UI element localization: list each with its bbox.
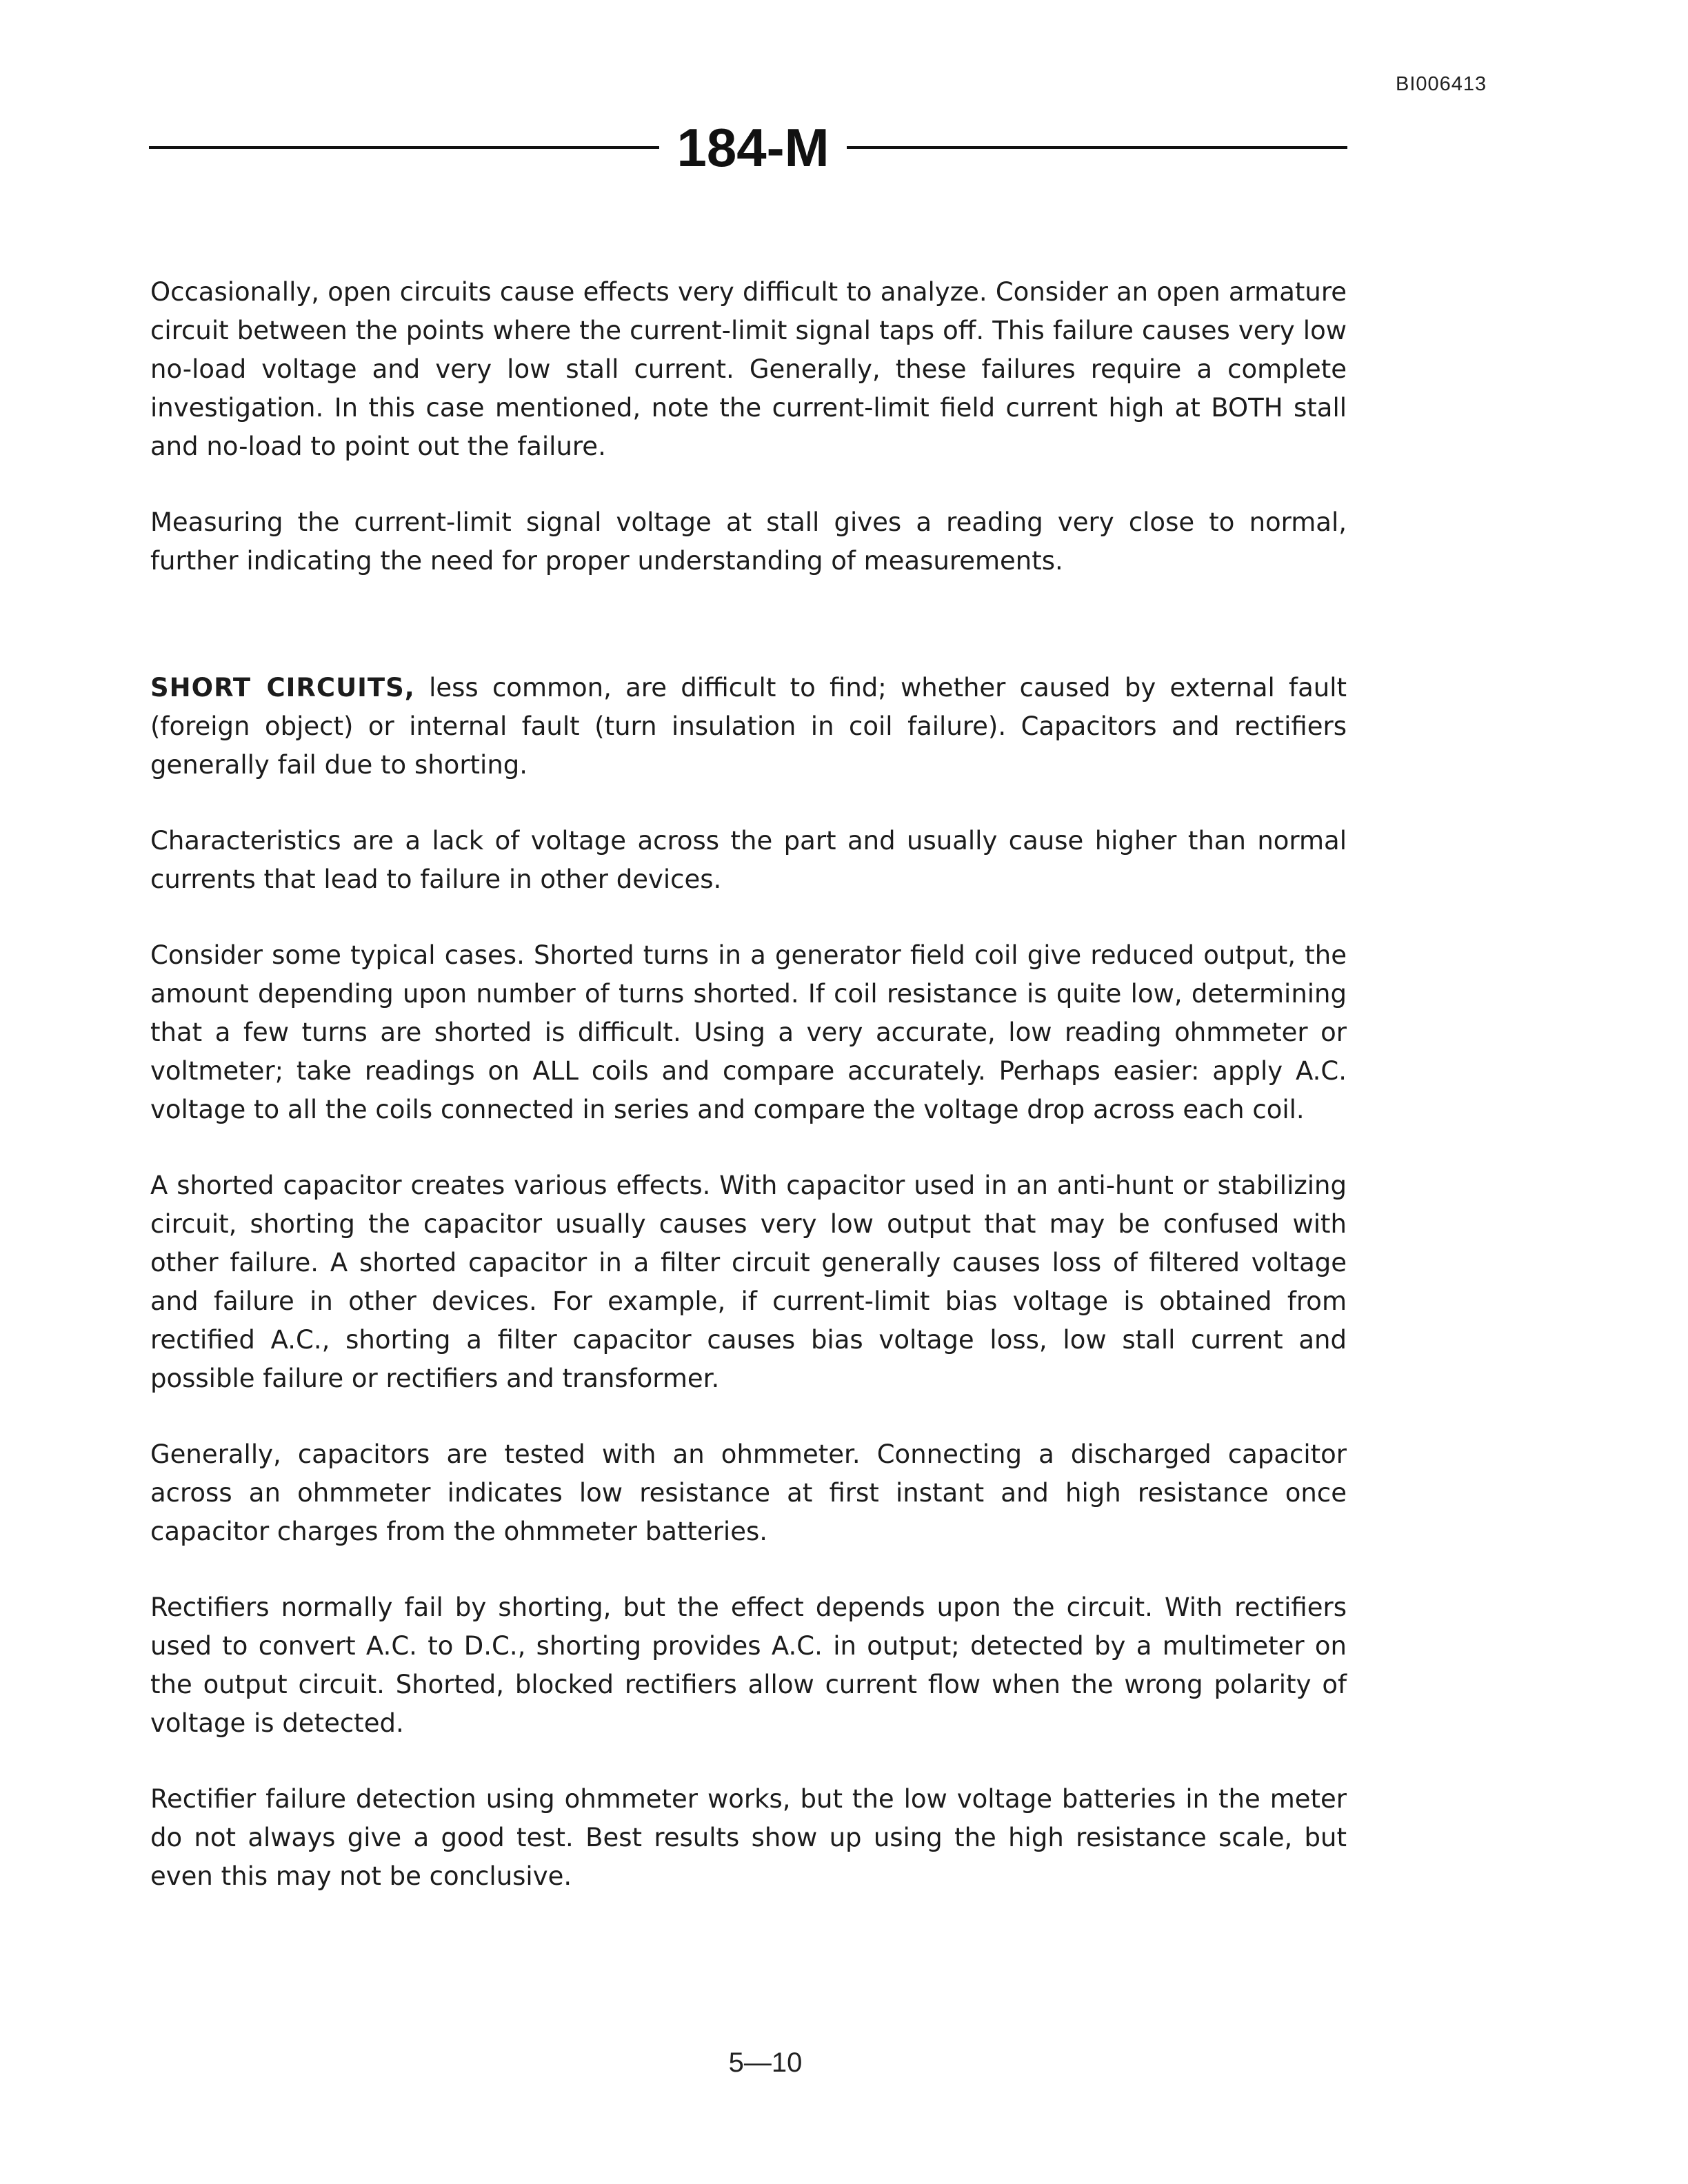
paragraph-open-circuits xyxy=(150,273,1347,466)
paragraph-text: Characteristics are a lack of voltage across the part and usually cause higher than normal currents that lead to failure in other devices. xyxy=(150,826,1347,894)
paragraph-text: Rectifiers normally fail by shorting, but the effect depends upon the circuit. With rectifiers used to convert A.C. to D.C., shorting provides A.C. in output; detected by a multimeter on the output circuit. Shorted, blocked rectifiers allow current flow when the wrong polarity of voltage is detected. xyxy=(150,1593,1347,1738)
body-text xyxy=(150,273,1347,1933)
paragraph-short-circuits xyxy=(150,669,1347,785)
paragraph-rectifier-detection xyxy=(150,1780,1347,1896)
paragraph-typical-cases xyxy=(150,936,1347,1129)
paragraph-text: A shorted capacitor creates various effects. With capacitor used in an anti-hunt or stabilizing circuit, shorting the capacitor usually causes very low output that may be confused with other failure. A shorted capacitor in a filter circuit generally causes loss of filtered voltage and failure in other devices. For example, if current-limit bias voltage is obtained from rectified A.C., shorting a filter capacitor causes bias voltage loss, low stall current and possible failure or rectifiers and transformer. xyxy=(150,1171,1347,1393)
paragraph-characteristics xyxy=(150,822,1347,899)
paragraph-text: less common, are difficult to find; whether caused by external fault (foreign object) or internal fault (turn insulation in coil failure). Capacitors and rectifiers generally fail due to shorting. xyxy=(150,673,1347,780)
paragraph-measuring xyxy=(150,503,1347,580)
paragraph-shorted-capacitor xyxy=(150,1166,1347,1398)
paragraph-text: Occasionally, open circuits cause effects very difficult to analyze. Consider an open armature circuit between the points where the current-limit signal taps off. This failure causes very low no-load voltage and very low stall current. Generally, these failures require a complete investigation. In this case mentioned, note the current-limit field current high at BOTH stall and no-load to point out the failure. xyxy=(150,277,1347,461)
paragraph-text: Measuring the current-limit signal voltage at stall gives a reading very close to normal, further indicating the need for proper understanding of measurements. xyxy=(150,507,1347,576)
paragraph-text: Rectifier failure detection using ohmmeter works, but the low voltage batteries in the meter do not always give a good test. Best results show up using the high resistance scale, but even this may not be conclusive. xyxy=(150,1784,1347,1891)
paragraph-capacitor-testing xyxy=(150,1435,1347,1551)
page-header xyxy=(149,113,1347,182)
page-number: 5—10 xyxy=(728,2048,803,2078)
paragraph-text: Consider some typical cases. Shorted turns in a generator field coil give reduced output, the amount depending upon number of turns shorted. If coil resistance is quite low, determining that a few turns are shorted is difficult. Using a very accurate, low reading ohmmeter or voltmeter; take readings on ALL coils and compare accurately. Perhaps easier: apply A.C. voltage to all the coils connected in series and compare the voltage drop across each coil. xyxy=(150,940,1347,1124)
section-lead: SHORT CIRCUITS, xyxy=(150,673,415,702)
paragraph-rectifiers xyxy=(150,1588,1347,1743)
page-title: 184-M xyxy=(676,117,830,178)
header-rule-left xyxy=(149,146,659,149)
header-rule-right xyxy=(847,146,1347,149)
document-id: BI006413 xyxy=(1396,73,1487,95)
paragraph-text: Generally, capacitors are tested with an ohmmeter. Connecting a discharged capacitor across an ohmmeter indicates low resistance at first instant and high resistance once capacitor charges from the ohmmeter batteries. xyxy=(150,1439,1347,1546)
